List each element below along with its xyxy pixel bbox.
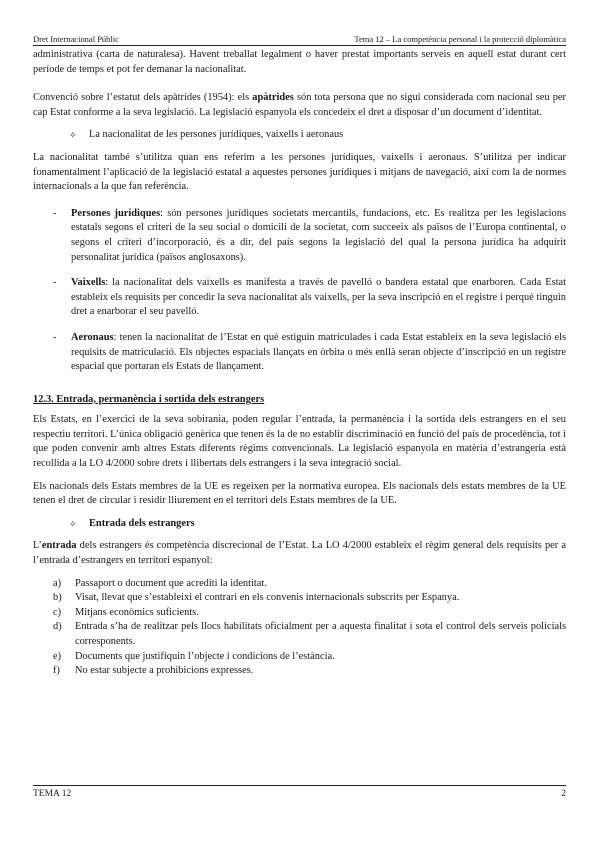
page-number: 2 (561, 789, 566, 799)
list-item-desc: : tenen la nacionalitat de l’Estat en què estiguin matriculades i cada Estat estableix en la seva legislació els requisits de matriculació. Els objectes espacials llançats en òrbita o més enllà seran objecte d’inscripció en un registre espacial que portaran els Estats de llançament. (71, 331, 566, 373)
paragraph-apatrides-pre: Convenció sobre l’estatut dels apàtrides (1954): els (33, 92, 253, 104)
list-item (33, 331, 566, 375)
section-title: 12.3. Entrada, permanència i sortida dels estrangers (33, 393, 265, 405)
paragraph-eu-nationals: Els nacionals dels Estats membres de la UE es regeixen per la normativa europea. Els nacionals dels estats membres de la UE tenen el dret de circular i residir lliurement en el territori dels Estats membres de la UE. (33, 480, 566, 507)
list-item-text: Entrada s’ha de realitzar pels llocs habilitats oficialment per a aquesta finalitat i sota el control dels serveis policials corresponents. (75, 621, 566, 647)
subheading-nationality-legal-persons (69, 128, 566, 143)
dash-list (33, 207, 566, 375)
list-item-term: Persones jurídiques (71, 207, 161, 219)
list-letter: e) (53, 650, 62, 662)
list-item-text (71, 207, 566, 265)
list-item-text (71, 276, 566, 320)
list-letter: d) (53, 621, 62, 633)
list-item-desc: : són persones jurídiques societats mercantils, fundacions, etc. Es realitza per les legislacions estatals segons el criteri de la seu social o domicili de la societat, com succeeix als països de l’Europa continental, o segons el criteri d’incorporació, és a dir, del país segons la legislació del qual la persona jurídica ha adquirit personalitat jurídica (països anglosaxons). (71, 207, 566, 263)
list-item-text: Visat, llevat que s’estableixi el contrari en els convenis internacionals subscrits per Espanya. (75, 592, 460, 604)
subheading-entry-foreigners (69, 517, 566, 532)
requirements-list (33, 577, 566, 679)
list-item-text: Mitjans econòmics suficients. (75, 606, 199, 618)
subheading-text: Entrada dels estrangers (89, 517, 195, 529)
list-item (33, 577, 566, 592)
paragraph-nationality-legal: La nacionalitat també s’utilitza quan ens referim a les persones jurídiques, vaixells i aeronaus. S’utilitza per indicar fonamentalment l’aplicació de la legislació estatal a aquestes persones jurídiques i mitjans de navegació, així com la de normes internacionals a la que fan referència. (33, 151, 566, 193)
page-content (33, 48, 566, 679)
paragraph-entry-post: dels estrangers és competència discrecional de l’Estat. La LO 4/2000 estableix el règim general dels requisits per a l’entrada d’estrangers en territori espanyol: (33, 540, 566, 567)
paragraph-entry-bold: entrada (41, 540, 77, 552)
paragraph-apatrides-post: són tota persona que no sigui considerada com nacional seu per cap Estat conforme a la seva legislació. La legislació espanyola els concedeix el dret a disposar d’un document d’identitat. (33, 92, 566, 118)
list-item (33, 664, 566, 679)
list-letter: b) (53, 592, 62, 604)
paragraph-1: administrativa (carta de naturalesa). Havent treballat legalment o haver prestat importants serveis en aquell estat durant cert període de temps et pot fer demanar la nacionalitat. (33, 49, 566, 75)
list-item-text: Documents que justifiquin l’objecte i condicions de l’estància. (75, 650, 335, 662)
footer-left: TEMA 12 (33, 789, 72, 799)
diamond-bullet-icon: ✧ (69, 518, 77, 529)
list-item (33, 620, 566, 649)
list-item (33, 591, 566, 606)
header-left: Dret Internacional Públic (33, 34, 119, 44)
list-letter: f) (53, 665, 60, 677)
list-item (33, 207, 566, 265)
paragraph-apatrides (33, 91, 566, 120)
list-letter: a) (53, 577, 62, 589)
page-footer (33, 785, 566, 799)
list-item-text: No estar subjecte a prohibicions expresses. (75, 665, 254, 677)
header-right: Tema 12 – La competència personal i la protecció diplomàtica (354, 34, 566, 44)
paragraph-entry-pre: L’ (33, 540, 42, 552)
subheading-text: La nacionalitat de les persones jurídiques, vaixells i aeronaus (89, 129, 344, 141)
list-letter: c) (53, 606, 62, 618)
list-dash: - (53, 277, 57, 289)
page-header (33, 34, 566, 46)
list-item-term: Aeronaus (71, 331, 114, 343)
list-item-desc: : la nacionalitat dels vaixells es manifesta a través de pavelló o bandera estatal que enarboren. Cada Estat estableix els requisits per concedir la seva nacionalitat als vaixells, per la seva inscripció en el registre i perquè tinguin dret a enarborar el seu pavelló. (71, 277, 566, 318)
list-item (33, 650, 566, 665)
paragraph-entry (33, 539, 566, 568)
paragraph-apatrides-bold: apàtrides (252, 92, 294, 104)
list-item-term: Vaixells (71, 277, 106, 289)
list-dash: - (53, 207, 57, 219)
list-item (33, 276, 566, 320)
list-item-text (71, 331, 566, 375)
paragraph-states-sovereignty: Els Estats, en l’exercici de la seva sobirania, poden regular l’entrada, la permanència i la sortida dels estrangers en el seu respectiu territori. L’única obligació genèrica que tenen és la de no establir discriminació en funció del país de procedència, tot i que poden convenir amb altres Estats diferents règims convencionals. La legislació espanyola en matèria d’estrangeria està recollida a la LO 4/2000 sobre drets i llibertats dels estrangers i la seva integració social. (33, 414, 566, 470)
list-item-text: Passaport o document que acrediti la identitat. (75, 577, 267, 589)
diamond-bullet-icon: ✧ (69, 130, 77, 141)
list-dash: - (53, 331, 57, 343)
list-item (33, 606, 566, 621)
